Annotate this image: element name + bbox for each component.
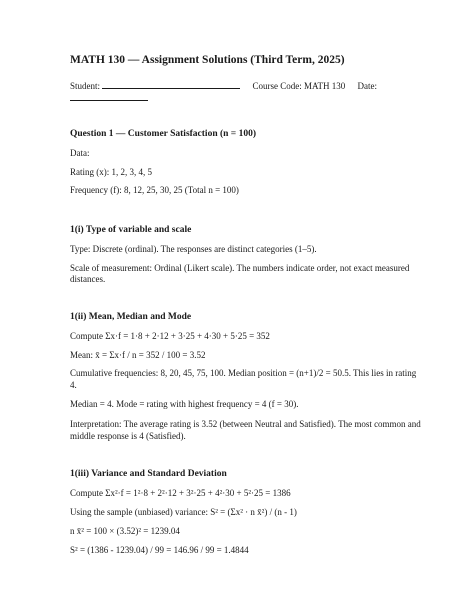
date-blank[interactable] bbox=[70, 92, 148, 101]
interpretation-line-1: Interpretation: The average rating is 3.52 (between Neutral and Satisfied). The most common and bbox=[70, 419, 421, 429]
mean-line: Mean: x̄ = Σx·f / n = 352 / 100 = 3.52 bbox=[70, 350, 206, 360]
data-label: Data: bbox=[70, 148, 90, 158]
question-1-heading: Question 1 — Customer Satisfaction (n = 100) bbox=[70, 129, 257, 139]
student-blank[interactable] bbox=[102, 80, 240, 89]
n-xbar-squared-line: n x̄² = 100 × (3.52)² = 1239.04 bbox=[70, 526, 180, 536]
frequency-line: Frequency (f): 8, 12, 25, 30, 25 (Total n = 100) bbox=[70, 185, 239, 195]
course-code: Course Code: MATH 130 bbox=[252, 81, 346, 91]
s-squared-line: S² = (1386 - 1239.04) / 99 = 146.96 / 99 = 1.4844 bbox=[70, 545, 249, 555]
header-line bbox=[70, 80, 377, 92]
student-label: Student: bbox=[70, 81, 101, 91]
type-line: Type: Discrete (ordinal). The responses are distinct categories (1–5). bbox=[70, 244, 317, 254]
scale-line-2: distances. bbox=[70, 274, 106, 284]
date-label: Date: bbox=[357, 81, 378, 91]
compute-sumsq-line: Compute Σx²·f = 1²·8 + 2²·12 + 3²·25 + 4²·30 + 5²·25 = 1386 bbox=[70, 488, 291, 498]
compute-sum-line: Compute Σx·f = 1·8 + 2·12 + 3·25 + 4·30 + 5·25 = 352 bbox=[70, 331, 270, 341]
rating-line: Rating (x): 1, 2, 3, 4, 5 bbox=[70, 167, 152, 177]
scale-line-1: Scale of measurement: Ordinal (Likert scale). The numbers indicate order, not exact measured bbox=[70, 263, 410, 273]
cumulative-line-1: Cumulative frequencies: 8, 20, 45, 75, 100. Median position = (n+1)/2 = 50.5. This lies in rating bbox=[70, 368, 417, 378]
interpretation-line-2: middle response is 4 (Satisfied). bbox=[70, 431, 186, 441]
date-line bbox=[70, 92, 148, 104]
sample-variance-line: Using the sample (unbiased) variance: S² = (Σx² · n x̄²) / (n - 1) bbox=[70, 507, 297, 517]
section-1i-heading: 1(i) Type of variable and scale bbox=[70, 225, 192, 235]
section-1ii-heading: 1(ii) Mean, Median and Mode bbox=[70, 312, 192, 322]
cumulative-line-2: 4. bbox=[70, 380, 77, 390]
median-mode-line: Median = 4. Mode = rating with highest frequency = 4 (f = 30). bbox=[70, 399, 299, 409]
document-title: MATH 130 — Assignment Solutions (Third Term, 2025) bbox=[70, 54, 345, 66]
section-1iii-heading: 1(iii) Variance and Standard Deviation bbox=[70, 469, 227, 479]
